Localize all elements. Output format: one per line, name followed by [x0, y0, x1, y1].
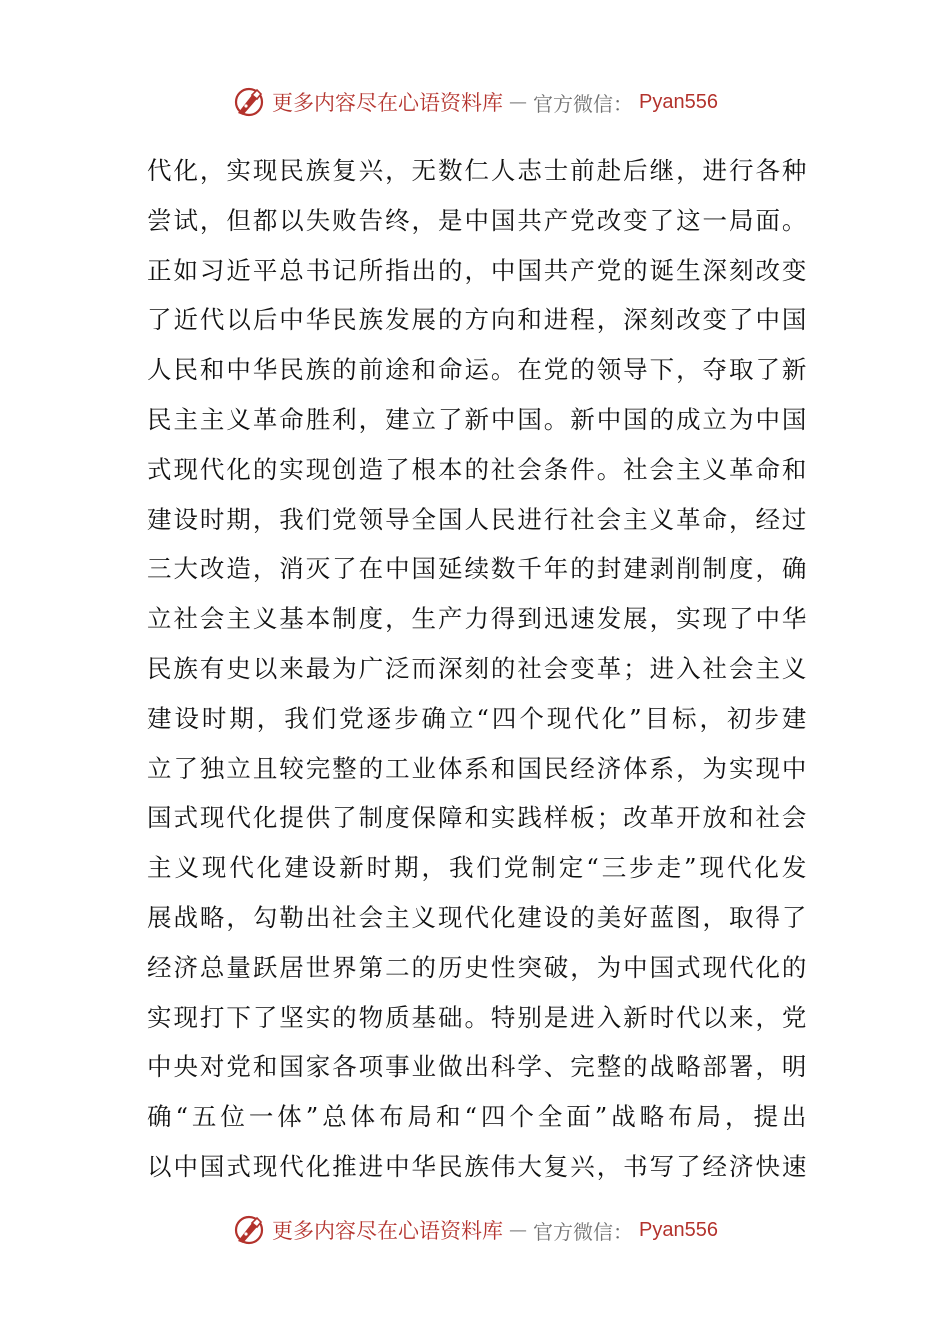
text-line: 主义现代化建设新时期，我们党制定“三步走”现代化发 — [147, 853, 807, 883]
footer-separator: — — [509, 1219, 528, 1241]
text-line: 立社会主义基本制度，生产力得到迅速发展，实现了中华 — [147, 604, 807, 634]
text-line: 以中国式现代化推进中华民族伟大复兴，书写了经济快速 — [147, 1151, 807, 1181]
footer-wechat-handle: Pyan556 — [639, 1218, 718, 1241]
text-line: 中央对党和国家各项事业做出科学、完整的战略部署，明 — [147, 1052, 807, 1082]
text-line: 确“五位一体”总体布局和“四个全面”战略布局，提出 — [147, 1102, 807, 1132]
header-banner — [0, 82, 950, 122]
header-separator: — — [509, 91, 528, 113]
text-line: 式现代化的实现创造了根本的社会条件。社会主义革命和 — [147, 454, 807, 484]
text-line: 民族有史以来最为广泛而深刻的社会变革；进入社会主义 — [147, 653, 807, 683]
text-line: 建设时期，我们党领导全国人民进行社会主义革命，经过 — [147, 504, 807, 534]
header-brand-text: 更多内容尽在心语资料库 — [272, 91, 504, 115]
text-line: 建设时期，我们党逐步确立“四个现代化”目标，初步建 — [147, 703, 807, 733]
text-line: 尝试，但都以失败告终，是中国共产党改变了这一局面。 — [147, 205, 807, 235]
header-wechat-label: 官方微信： — [533, 91, 634, 116]
text-line: 人民和中华民族的前途和命运。在党的领导下，夺取了新 — [147, 355, 807, 385]
text-line: 代化，实现民族复兴，无数仁人志士前赴后继，进行各种 — [147, 156, 807, 185]
text-line: 国式现代化提供了制度保障和实践样板；改革开放和社会 — [147, 803, 807, 833]
pen-nib-logo-icon — [232, 1213, 266, 1247]
text-line: 实现打下了坚实的物质基础。特别是进入新时代以来，党 — [147, 1002, 807, 1032]
footer-wechat-label: 官方微信： — [533, 1219, 634, 1244]
document-body — [147, 146, 807, 1192]
text-line: 经济总量跃居世界第二的历史性突破，为中国式现代化的 — [147, 952, 807, 982]
header-wechat-handle: Pyan556 — [639, 90, 718, 113]
text-line: 三大改造，消灭了在中国延续数千年的封建剥削制度，确 — [147, 554, 807, 584]
pen-nib-logo-icon — [232, 85, 266, 119]
text-line: 正如习近平总书记所指出的，中国共产党的诞生深刻改变 — [147, 255, 807, 285]
text-line: 了近代以后中华民族发展的方向和进程，深刻改变了中国 — [147, 305, 807, 335]
footer-brand-text: 更多内容尽在心语资料库 — [272, 1219, 504, 1243]
text-line: 民主主义革命胜利，建立了新中国。新中国的成立为中国 — [147, 404, 807, 434]
text-line: 展战略，勾勒出社会主义现代化建设的美好蓝图，取得了 — [147, 902, 807, 932]
footer-banner — [0, 1210, 950, 1250]
text-line: 立了独立且较完整的工业体系和国民经济体系，为实现中 — [147, 753, 807, 783]
